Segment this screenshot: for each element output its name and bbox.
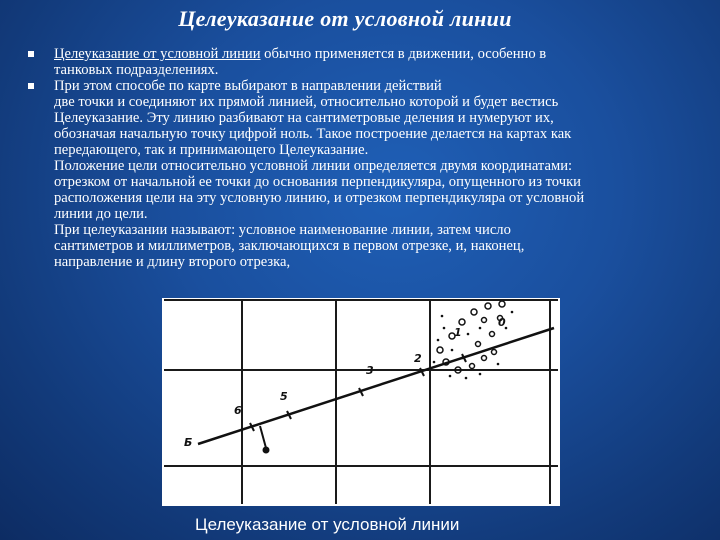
bullet-line: Целеуказание от условной линии обычно применяется в движении, особенно в — [54, 46, 547, 62]
label-zero: 0 — [498, 316, 506, 329]
figure-caption: Целеуказание от условной линии — [195, 515, 460, 534]
bullet-line: расположения цели на эту условную линию, и отрезком перпендикуляра от условной — [54, 190, 585, 206]
bullet-line: сантиметров и миллиметров, заключающихся в первом отрезке, и, наконец, — [54, 238, 525, 254]
label-one: 1 — [454, 326, 462, 339]
bullet-line: При целеуказании называют: условное наименование линии, затем число — [54, 222, 511, 238]
bullet-line: танковых подразделениях. — [54, 62, 219, 78]
slide-title: Целеуказание от условной линии — [178, 6, 512, 31]
diagram-labels — [184, 316, 506, 449]
bullet-line: передающего, так и принимающего Целеуказание. — [54, 142, 369, 158]
label-three: 3 — [366, 364, 374, 377]
label-two: 2 — [414, 352, 422, 365]
target-designation-diagram — [162, 298, 560, 506]
bullet-list — [24, 46, 714, 270]
bullet-line: отрезком от начальной ее точки до основания перпендикуляра, опущенного из точки — [54, 174, 581, 190]
perpendicular-line — [260, 426, 266, 448]
bullet-line: При этом способе по карте выбирают в направлении действий — [54, 78, 442, 94]
label-b: Б — [184, 436, 193, 449]
label-six: 6 — [234, 404, 242, 417]
bullet-item — [24, 78, 714, 270]
bullet-item — [24, 46, 714, 78]
bullet-line: две точки и соединяют их прямой линией, относительно которой и будет вестись — [54, 94, 559, 110]
bullet-line: направление и длину второго отрезка, — [54, 254, 291, 270]
label-five: 5 — [280, 390, 288, 403]
bullet-line: Положение цели относительно условной линии определяется двумя координатами: — [54, 158, 573, 174]
bullet-square-icon — [28, 83, 34, 89]
underlined-term: Целеуказание от условной линии — [54, 46, 261, 62]
bullet-line: обозначая начальную точку цифрой ноль. Такое построение делается на картах как — [54, 126, 572, 142]
bullet-line: линии до цели. — [54, 206, 148, 222]
map-grid — [164, 300, 558, 504]
bullet-square-icon — [28, 51, 34, 57]
target-point — [263, 447, 270, 454]
diagram-svg — [162, 298, 560, 506]
bullet-line: Целеуказание. Эту линию разбивают на сантиметровые деления и нумеруют их, — [54, 110, 554, 126]
